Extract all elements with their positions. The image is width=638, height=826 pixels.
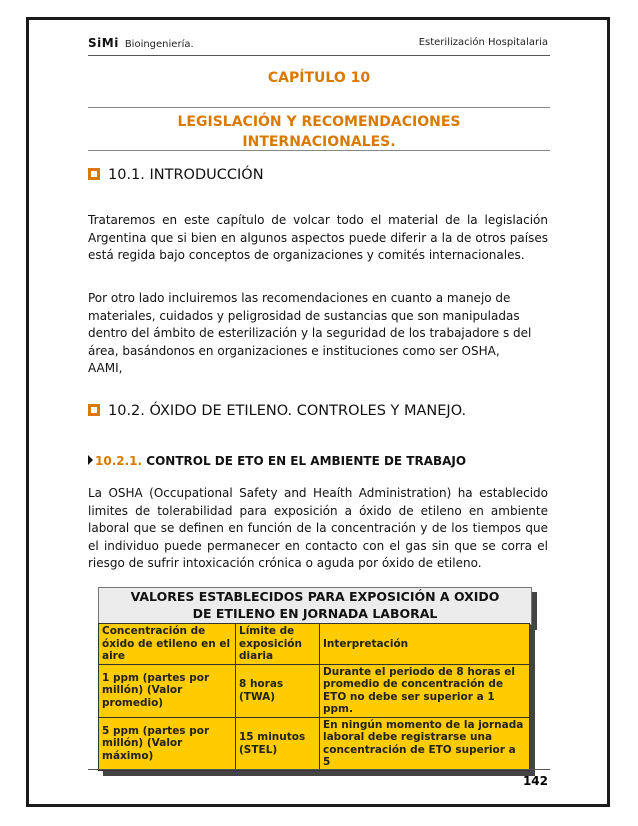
table-cell: En ningún momento de la jornada laboral debe registrarse una concentración de ETO superior a 5 [320,717,530,770]
paragraph-intro: Trataremos en este capítulo de volcar todo el material de la legislación Argentina que si bien en algunos aspectos puede diferir a la de otros países está regida bajo conceptos de organizaciones y comités internacionales. [88,213,548,262]
chapter-title-line2: INTERNACIONALES. [242,134,396,150]
table-title-line1: VALORES ESTABLECIDOS PARA EXPOSICIÓN A OXIDO [130,589,500,604]
paragraph-line: área, basándonos en organizaciones e instituciones como ser OSHA, [88,343,500,358]
table-header-row [99,624,530,665]
chapter-title [88,112,550,152]
table-cell: 1 ppm (partes por millón) (Valor promedio) [99,664,236,717]
chapter-title-line1: LEGISLACIÓN Y RECOMENDACIONES [177,114,461,130]
section-title: 10.1. INTRODUCCIÓN [108,167,264,183]
section-oxido-etileno [88,403,466,419]
exposure-table [98,623,530,771]
paragraph-recomendaciones [88,290,548,378]
simi-logo: SiMi [88,36,119,50]
title-rule-bottom [88,150,550,151]
table-header-cell: Interpretación [320,624,530,665]
table-header-cell: Concentración de óxido de etileno en el aire [99,624,236,665]
header-right-text: Esterilización Hospitalaria [418,37,548,48]
section-title: 10.2. ÓXIDO DE ETILENO. CONTROLES Y MANEJO. [108,403,467,419]
table-row [99,717,530,770]
page-header [88,36,548,52]
subsection-number: 10.2.1. [95,454,143,468]
paragraph-line: dentro del ámbito de esterilización y la seguridad de los trabajadore s del [88,326,532,340]
table-cell: 15 minutos (STEL) [236,717,320,770]
table-row [99,664,530,717]
page-number: 142 [522,774,548,788]
paragraph-line: Por otro lado incluiremos las recomendaciones en cuanto a manejo de [88,291,511,305]
header-rule [88,55,550,56]
title-rule-top [88,107,550,108]
header-left [88,36,194,50]
paragraph-osha: La OSHA (Occupational Safety and Heaíth Administration) ha establecido limites de tolerabilidad para exposición a óxido de etileno en ambiente laboral que se definen en función de la concentración y de los tiempos que el individuo puede permanecer en contacto con el gas sin que se corra el riesgo de sufrir intoxicación crónica o aguda por óxido de etileno. [88,486,548,570]
section-bullet-icon [88,168,100,180]
chapter-heading: CAPÍTULO 10 [267,70,371,86]
header-left-text: Bioingeniería. [124,39,194,50]
footer-rule [88,769,550,770]
table-title [98,587,532,625]
table-title-line2: DE ETILENO EN JORNADA LABORAL [192,606,438,621]
paragraph-line: AAMI, [88,361,123,375]
table-cell: 5 ppm (partes por millón) (Valor máximo) [99,717,236,770]
section-bullet-icon [88,404,100,416]
subsection-control-eto [88,454,466,468]
subsection-title: CONTROL DE ETO EN EL AMBIENTE DE TRABAJO [146,454,467,468]
section-introduccion [88,167,264,183]
table-cell: Durante el periodo de 8 horas el promedio de concentración de ETO no debe ser superior a 1 ppm. [320,664,530,717]
table-header-cell: Límite de exposición diaria [236,624,320,665]
triangle-bullet-icon [88,455,93,465]
paragraph-line: materiales, cuidados y peligrosidad de sustancias que son manipuladas [88,308,520,323]
table-cell: 8 horas (TWA) [236,664,320,717]
